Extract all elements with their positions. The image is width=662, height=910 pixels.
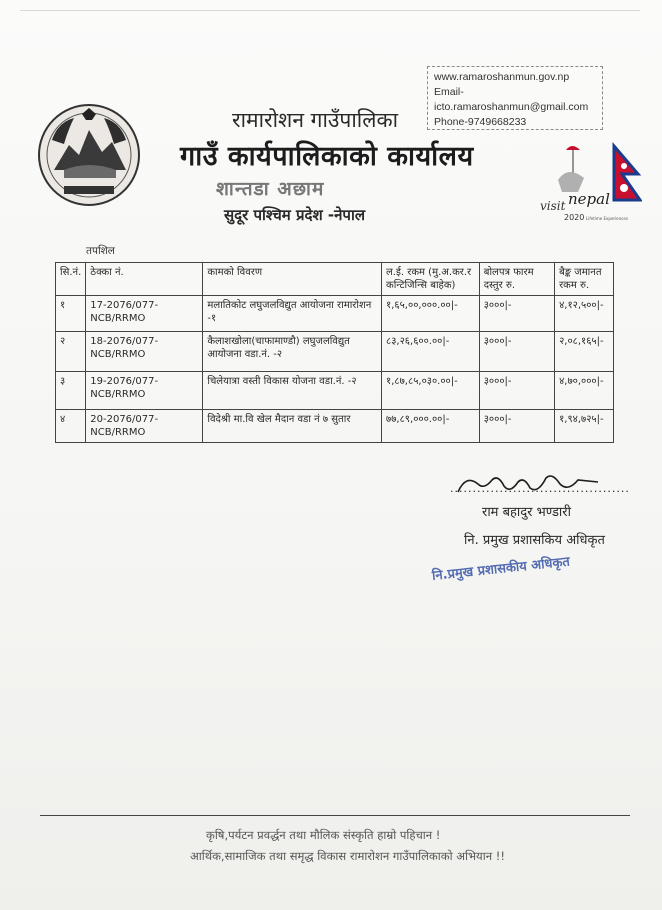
visit-text: visit [540,199,566,213]
details-label: तपशिल [86,245,115,257]
cell-contract-no: 20-2076/077-NCB/RRMO [86,410,203,443]
province-text: सुदूर पश्चिम प्रदेश -नेपाल [224,206,366,224]
cell-form-fee: ३०००|- [479,410,554,443]
cell-description: मलातिकोट लघुजलविद्युत आयोजना रामारोशन -१ [203,296,382,332]
website-text: www.ramaroshanmun.gov.np [434,71,570,83]
contact-box [427,66,603,130]
header-form-fee: बोलपत्र फारम दस्तुर रु. [479,263,554,296]
municipality-name: रामारोशन गाउँपालिका [232,108,399,132]
email-label: Email- [434,86,464,98]
cell-contract-no: 19-2076/077-NCB/RRMO [86,372,203,410]
cell-bank-guarantee: ४,१२,५००|- [555,296,614,332]
nepal-emblem-icon [34,100,144,210]
table-row [56,410,614,443]
table-row [56,372,614,410]
location-text: शान्तडा अछाम [216,178,325,200]
footer-slogan-2: आर्थिक,सामाजिक तथा समृद्ध विकास रामारोशन गाउँपालिकाको अभियान !! [190,849,505,863]
cell-sn: ४ [56,410,86,443]
header-estimate: ल.ई. रकम (मु.अ.कर.र कन्टिजिन्सि बाहेक) [382,263,480,296]
cell-description: विदेश्री मा.वि खेल मैदान वडा नं ७ सुतार [203,410,382,443]
visit-nepal-logo [538,140,642,226]
official-stamp: नि.प्रमुख प्रशासकीय अधिकृत [431,554,571,584]
cell-estimate: ८३,२६,६००.००|- [382,332,480,372]
header-bank-guarantee: बैङ्क जमानत रकम रु. [555,263,614,296]
cell-sn: १ [56,296,86,332]
cell-bank-guarantee: ४,७०,०००|- [555,372,614,410]
cell-estimate: ७७,८९,०००.००|- [382,410,480,443]
cell-bank-guarantee: १,९४,७२५|- [555,410,614,443]
table-row [56,332,614,372]
cell-bank-guarantee: २,०८,१६५|- [555,332,614,372]
signature-dots: ........................................ [450,482,630,495]
cell-contract-no: 18-2076/077-NCB/RRMO [86,332,203,372]
footer-divider [40,815,630,816]
cell-contract-no: 17-2076/077-NCB/RRMO [86,296,203,332]
year-text: 2020 [564,213,585,222]
bid-table [55,262,614,443]
table-header-row [56,263,614,296]
nepal-text: nepal [568,190,610,208]
office-title: गाउँ कार्यपालिकाको कार्यालय [180,141,474,172]
cell-description: चिलेयात्रा वस्ती विकास योजना वडा.नं. -२ [203,372,382,410]
cell-sn: ३ [56,372,86,410]
footer-slogan-1: कृषि,पर्यटन प्रवर्द्धन तथा मौलिक संस्कृति हाम्रो पहिचान ! [206,828,441,842]
header-description: कामको विवरण [203,263,382,296]
phone-text: Phone-9749668233 [434,116,527,128]
cell-sn: २ [56,332,86,372]
signatory-title: नि. प्रमुख प्रशासकिय अधिकृत [464,533,605,548]
email-text: icto.ramaroshanmun@gmail.com [434,101,589,113]
cell-estimate: १,८७,८५,०३०.००|- [382,372,480,410]
cell-estimate: १,६५,००,०००.००|- [382,296,480,332]
header-sn: सि.नं. [56,263,86,296]
cell-form-fee: ३०००|- [479,296,554,332]
tagline-text: Lifetime Experiences [586,216,628,221]
signatory-name: राम बहादुर भण्डारी [482,505,571,520]
cell-form-fee: ३०००|- [479,372,554,410]
cell-form-fee: ३०००|- [479,332,554,372]
header-contract-no: ठेक्का नं. [86,263,203,296]
top-edge-line [20,10,640,11]
table-row [56,296,614,332]
cell-description: कैलाशखोला(चाफामाण्डौ) लघुजलविद्युत आयोजना वडा.नं. -२ [203,332,382,372]
